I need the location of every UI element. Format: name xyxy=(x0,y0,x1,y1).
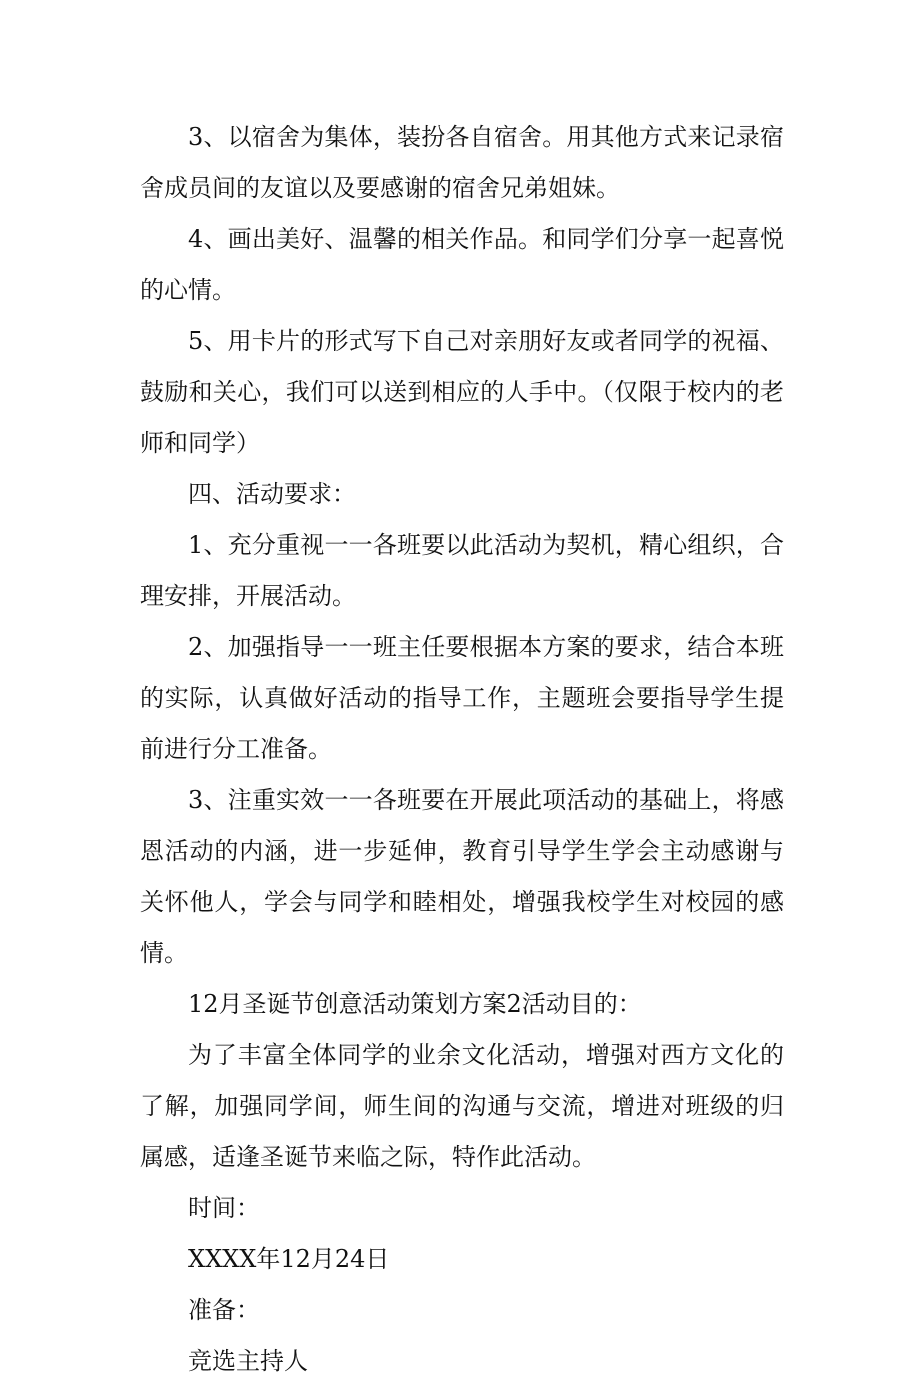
paragraph-purpose: 为了丰富全体同学的业余文化活动，增强对西方文化的了解，加强同学间，师生间的沟通与交流，增进对班级的归属感，适逢圣诞节来临之际，特作此活动。 xyxy=(140,1041,784,1171)
paragraph-dorm-decoration: 3、以宿舍为集体，装扮各自宿舍。用其他方式来记录宿舍成员间的友谊以及要感谢的宿舍兄弟姐妹。 xyxy=(140,123,784,202)
paragraph-requirement-1: 1、充分重视一一各班要以此活动为契机，精心组织，合理安排，开展活动。 xyxy=(140,531,784,610)
paragraph-requirement-3: 3、注重实效一一各班要在开展此项活动的基础上，将感恩活动的内涵，进一步延伸，教育引导学生学会主动感谢与关怀他人，学会与同学和睦相处，增强我校学生对校园的感情。 xyxy=(140,786,784,967)
event-date: XXXX年12月24日 xyxy=(188,1245,390,1273)
label-time: 时间： xyxy=(188,1194,260,1222)
section-heading-plan-2: 12月圣诞节创意活动策划方案2活动目的： xyxy=(188,990,642,1018)
document-body xyxy=(140,112,784,1387)
section-heading-requirements: 四、活动要求： xyxy=(188,480,356,508)
label-preparation: 准备： xyxy=(188,1296,260,1324)
preparation-item-host: 竞选主持人 xyxy=(188,1347,308,1375)
paragraph-artwork: 4、画出美好、温馨的相关作品。和同学们分享一起喜悦的心情。 xyxy=(140,225,784,304)
paragraph-requirement-2: 2、加强指导一一班主任要根据本方案的要求，结合本班的实际，认真做好活动的指导工作，主题班会要指导学生提前进行分工准备。 xyxy=(140,633,784,763)
paragraph-cards: 5、用卡片的形式写下自己对亲朋好友或者同学的祝福、鼓励和关心，我们可以送到相应的人手中。（仅限于校内的老师和同学） xyxy=(140,327,784,457)
